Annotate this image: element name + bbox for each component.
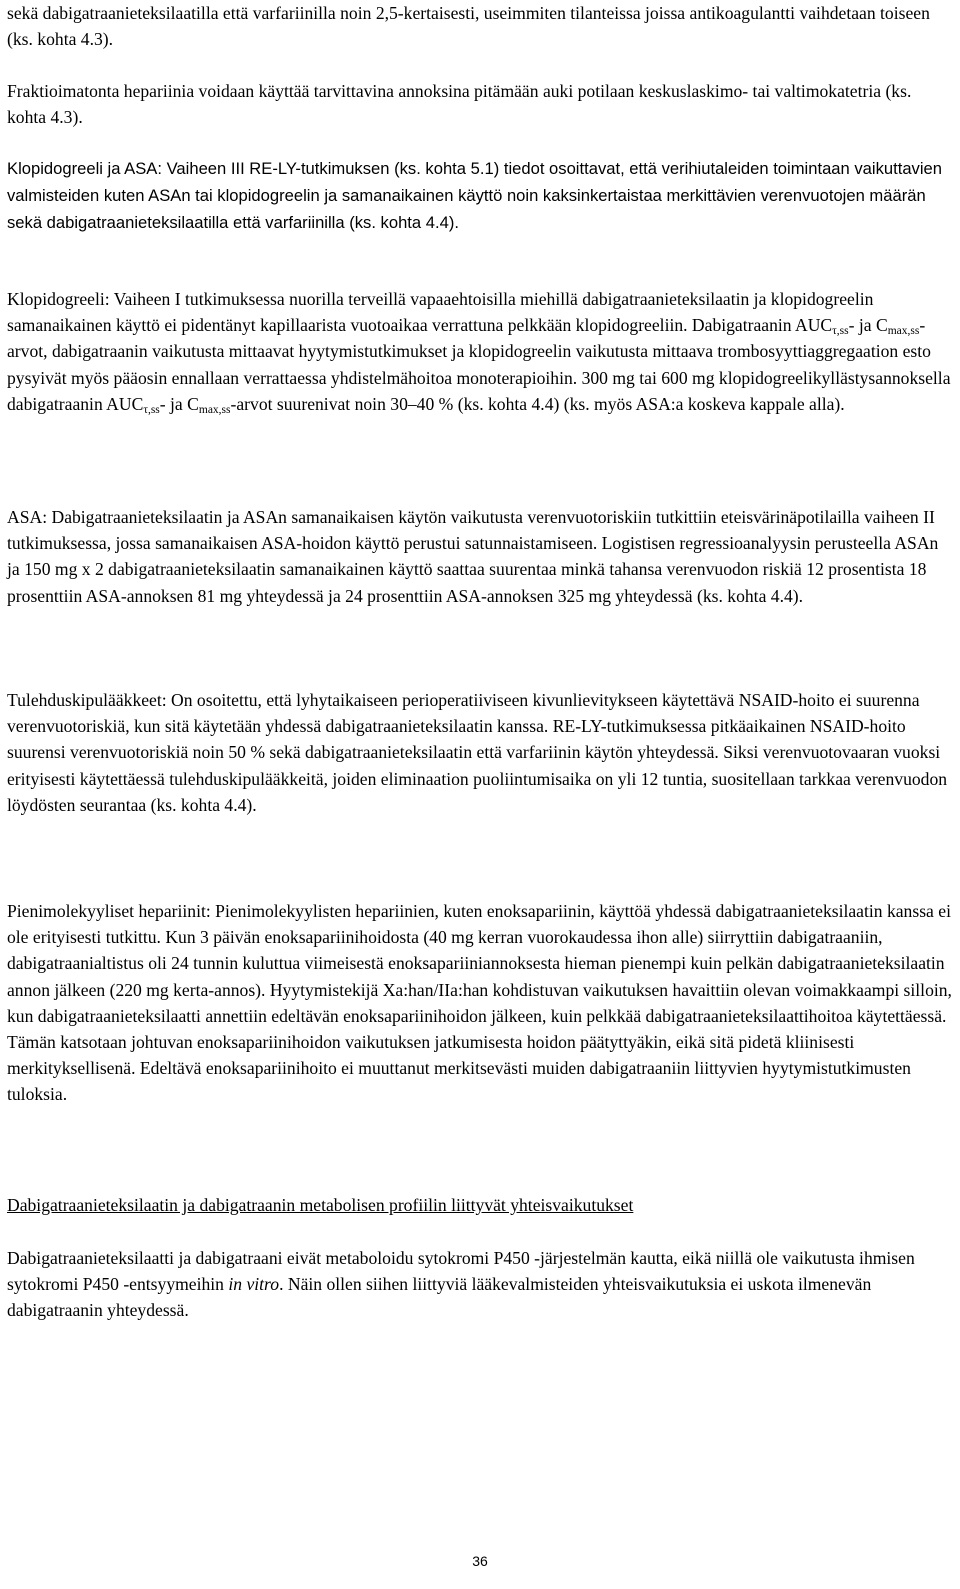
paragraph-clopidogrel [7, 286, 953, 417]
subscript-max-ss: max,ss [198, 403, 231, 416]
page-number: 36 [472, 1553, 488, 1569]
paragraph-text: tiedot osoittavat, että verihiutaleiden toimintaan vaikuttavien valmisteiden kuten ASAn tai klopidogreelin ja samanaikainen käyttö noin kaksinkertaistaa merkittävien verenvuotojen määrän sekä dabigatraanieteksilaatilla että varfariinilla (ks. kohta 4.4). [7, 159, 942, 233]
heading-text: Dabigatraanieteksilaatin ja dabigatraanin metabolisen profiilin liittyvät yhteisvaikutukset [7, 1195, 634, 1215]
subscript-tau-ss: τ,ss [143, 403, 160, 416]
paragraph-asa [7, 504, 953, 609]
section-heading [7, 1192, 953, 1218]
paragraph-lmw-heparins [7, 898, 953, 1108]
paragraph-text-1: Klopidogreeli: Vaiheen I tutkimuksessa nuorilla terveillä vapaaehtoisilla miehillä dabigatraanieteksilaatin ja klopidogreelin samanaikainen käyttö ei pidentänyt kapillaarista vuotoaikaa verrattuna pelkkään klopidogreeliin. Dabigatraanin AUC [7, 289, 874, 336]
paragraph-nsaids [7, 687, 953, 818]
paragraph-text-3: -arvot, dabigatraanin vaikutusta mittaavat hyytymistutkimukset ja klopidogreelin vaikutusta mittaava trombosyyttiaggregaation esto pysyivät myös pääosin ennallaan verrattaessa yhdistelmähoitoa monoterapioihin. 300 mg tai 600 mg klopidogreelikyllästysannoksella dabigatraanin AUC [7, 315, 951, 414]
paragraph-unfractionated-heparin [7, 78, 953, 130]
paragraph-text-1: Dabigatraanieteksilaatti ja dabigatraani eivät metaboloidu sytokromi P450 -järjestelmän kautta, eikä niillä ole vaikutusta ihmisen sytokromi P450 -entsyymeihin [7, 1248, 915, 1295]
paragraph-text-2: - ja C [848, 315, 888, 336]
paragraph-text-5: -arvot suurenivat noin 30–40 % (ks. kohta 4.4) (ks. myös ASA:a koskeva kappale alla). [230, 393, 845, 414]
paragraph-text: ASA: Dabigatraanieteksilaatin ja ASAn samanaikaisen käytön vaikutusta verenvuotoriskiin tutkittiin eteisvärinäpotilailla vaiheen II tutkimuksessa, jossa samanaikaisen ASA-hoidon käyttö perustui satunnaistamiseen. Logistisen regressioanalyysin perusteella ASAn ja 150 mg x 2 dabigatraanieteksilaatin samanaikainen käyttö saattaa suurentaa minkä tahansa verenvuodon riskiä 12 prosentista 18 prosenttiin ASA-annoksen 81 mg yhteydessä ja 24 prosenttiin ASA-annoksen 325 mg yhteydessä (ks. kohta 4.4). [7, 507, 939, 606]
paragraph-text-2: . Näin ollen siihen liittyviä lääkevalmisteiden yhteisvaikutuksia ei uskota ilmenevän dabigatraanin yhteydessä. [7, 1274, 872, 1321]
paragraph-lead: Klopidogreeli ja ASA: Vaiheen III RE-LY-tutkimuksen (ks. kohta 5.1) [7, 159, 500, 178]
paragraph-text: Pienimolekyyliset hepariinit: Pienimolekyylisten hepariinien, kuten enoksapariinin, käyttöä yhdessä dabigatraanieteksilaatin kanssa ei ole erityisesti tutkittu. Kun 3 päivän enoksapariinihoidosta (40 mg kerran vuorokaudessa ihon alle) siirryttiin dabigatraaniin, dabigatraanialtistus oli 24 tunnin kuluttua viimeisestä enoksapariiniannoksesta hieman pienempi kuin pelkän dabigatraanieteksilaatin annon jälkeen (220 mg kerta-annos). Hyytymistekijä Xa:han/IIa:han kohdistuvan vaikutuksen havaittiin olevan voimakkaampi silloin, kun dabigatraanieteksilaatti annettiin edeltävän enoksapariinihoidon jälkeen, kuin pelkkää dabigatraanieteksilaattihoitoa käytettäessä. Tämän katsotaan johtuvan enoksapariinihoidon vaikutuksen jatkumisesta hoidon päätyttyäkin, eikä sitä pidetä kliinisesti merkityksellisenä. Edeltävä enoksapariinihoito ei muuttanut merkitsevästi muiden dabigatraaniin liittyvien hyytymistutkimusten tuloksia. [7, 901, 952, 1105]
paragraph-text-4: - ja C [159, 393, 199, 414]
paragraph-text: Fraktioimatonta hepariinia voidaan käyttää tarvittavina annoksina pitämään auki potilaan keskuslaskimo- tai valtimokatetria (ks. kohta 4.3). [7, 81, 912, 128]
emphasis-in-vitro: in vitro [228, 1274, 280, 1295]
subscript-max-ss: max,ss [887, 325, 920, 338]
subscript-tau-ss: τ,ss [832, 325, 849, 338]
paragraph-text: sekä dabigatraanieteksilaatilla että varfariinilla noin 2,5-kertaisesti, useimmiten tilanteissa joissa antikoagulantti vaihdetaan toiseen (ks. kohta 4.3). [7, 3, 930, 50]
paragraph-metabolic-profile [7, 1245, 953, 1324]
paragraph-clopidogrel-asa [7, 155, 953, 237]
paragraph-continuation [7, 0, 953, 52]
paragraph-text: Tulehduskipulääkkeet: On osoitettu, että lyhytaikaiseen perioperatiiviseen kivunlievitykseen käytettävä NSAID-hoito ei suurenna verenvuotoriskiä, kun sitä käytetään yhdessä dabigatraanieteksilaatin kanssa. RE-LY-tutkimuksessa pitkäaikainen NSAID-hoito suurensi verenvuotoriskiä noin 50 % sekä dabigatraanieteksilaatin että varfariinin käytön yhteydessä. Siksi verenvuotovaaran vuoksi erityisesti käytettäessä tulehduskipulääkkeitä, joiden eliminaation puoliintumisaika on yli 12 tuntia, suositellaan tarkkaa verenvuodon löydösten seurantaa (ks. kohta 4.4). [7, 690, 948, 815]
